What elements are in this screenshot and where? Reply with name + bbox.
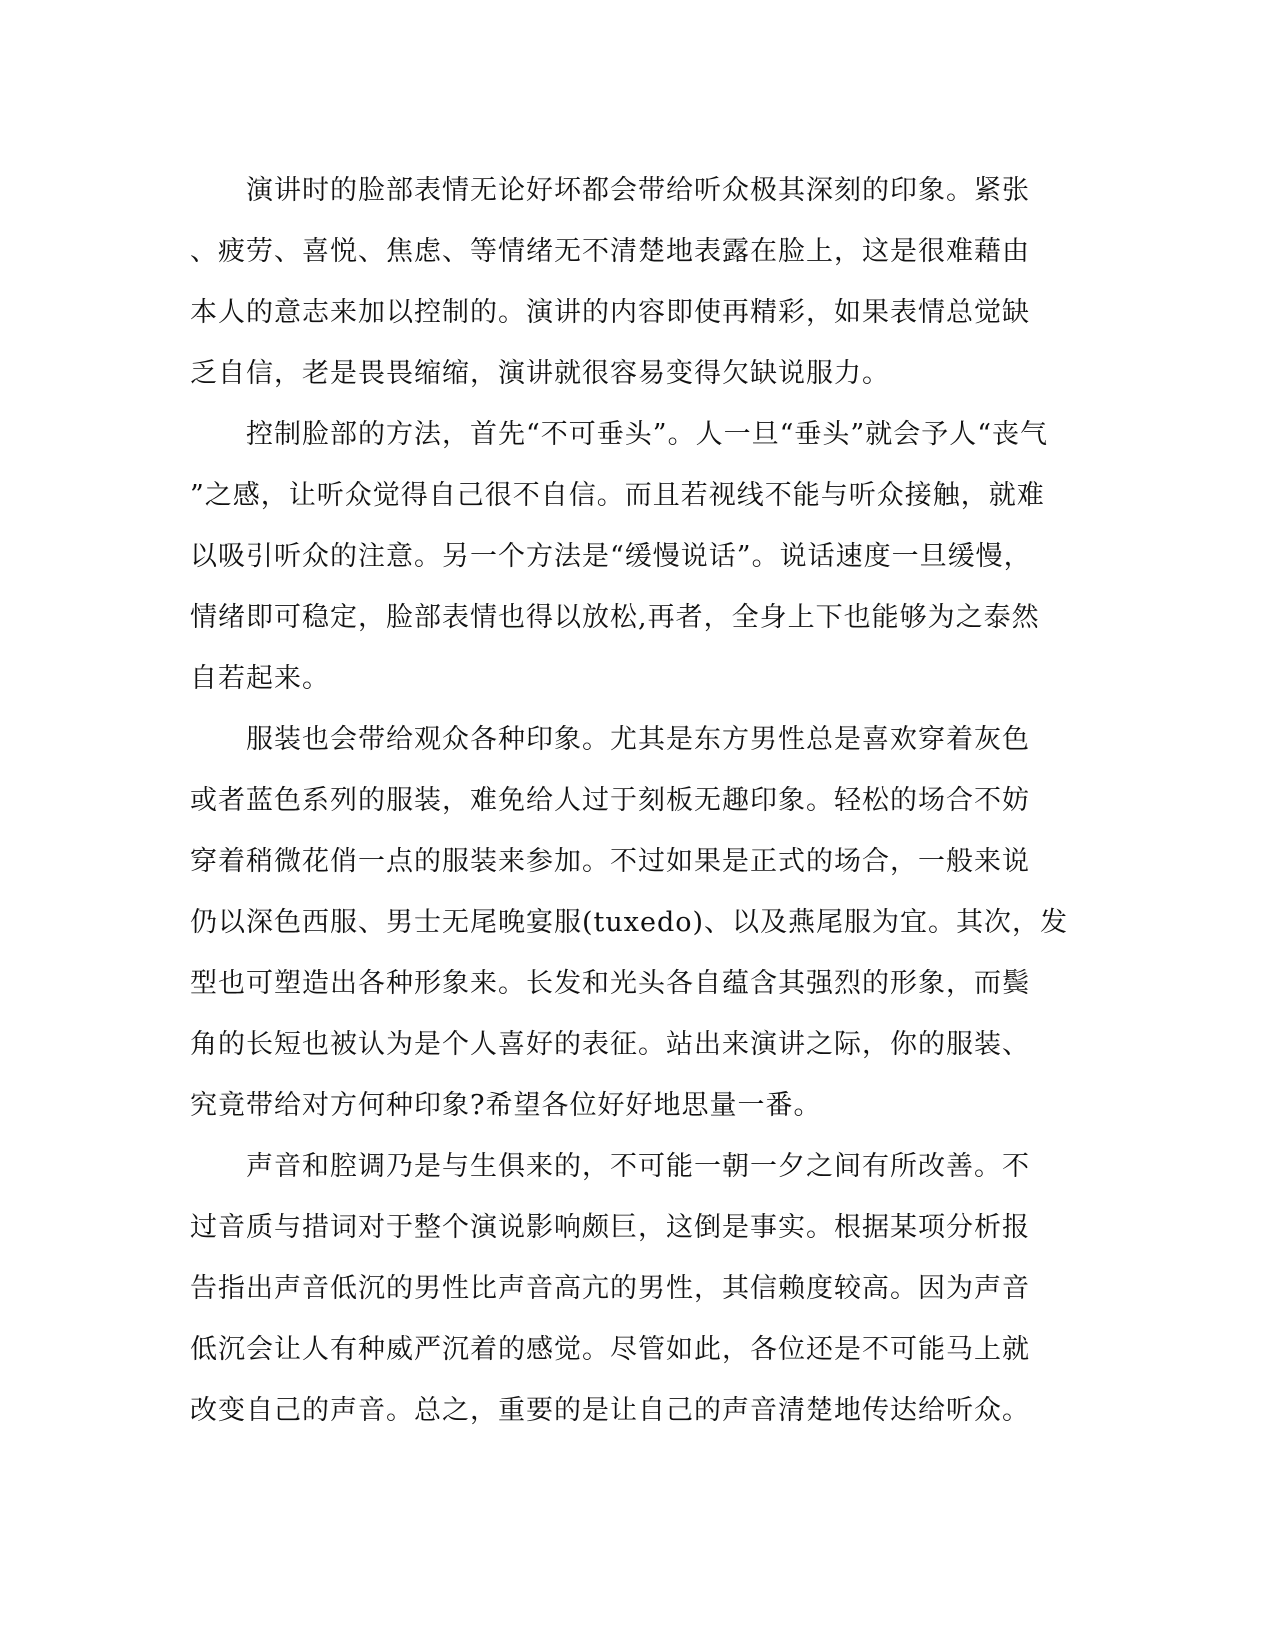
text-line: 情绪即可稳定，脸部表情也得以放松,再者，全身上下也能够为之泰然 xyxy=(190,602,1040,633)
text-line: 演讲时的脸部表情无论好坏都会带给听众极其深刻的印象。紧张 xyxy=(190,175,1030,206)
text-line: ”之感，让听众觉得自己很不自信。而且若视线不能与听众接触，就难 xyxy=(190,480,1045,511)
paragraph-4 xyxy=(190,1136,1090,1441)
text-line: 穿着稍微花俏一点的服装来参加。不过如果是正式的场合，一般来说 xyxy=(190,846,1030,877)
text-line: 仍以深色西服、男士无尾晚宴服(tuxedo)、以及燕尾服为宜。其次，发 xyxy=(190,907,1069,938)
text-line: 、疲劳、喜悦、焦虑、等情绪无不清楚地表露在脸上，这是很难藉由 xyxy=(190,236,1030,267)
text-line: 过音质与措词对于整个演说影响颇巨，这倒是事实。根据某项分析报 xyxy=(190,1212,1030,1243)
paragraph-2 xyxy=(190,404,1090,709)
text-line: 乏自信，老是畏畏缩缩，演讲就很容易变得欠缺说服力。 xyxy=(190,358,890,389)
paragraph-1 xyxy=(190,160,1090,404)
text-line: 自若起来。 xyxy=(190,663,330,694)
text-line: 服装也会带给观众各种印象。尤其是东方男性总是喜欢穿着灰色 xyxy=(190,724,1030,755)
text-line: 控制脸部的方法，首先“不可垂头”。人一旦“垂头”就会予人“丧气 xyxy=(190,419,1049,450)
document-body xyxy=(190,160,1090,1441)
text-line: 声音和腔调乃是与生俱来的，不可能一朝一夕之间有所改善。不 xyxy=(190,1151,1030,1182)
text-line: 角的长短也被认为是个人喜好的表征。站出来演讲之际，你的服装、 xyxy=(190,1029,1030,1060)
text-line: 或者蓝色系列的服装，难免给人过于刻板无趣印象。轻松的场合不妨 xyxy=(190,785,1030,816)
text-line: 型也可塑造出各种形象来。长发和光头各自蕴含其强烈的形象，而鬓 xyxy=(190,968,1030,999)
text-line: 究竟带给对方何种印象?希望各位好好地思量一番。 xyxy=(190,1090,822,1121)
text-line: 低沉会让人有种威严沉着的感觉。尽管如此，各位还是不可能马上就 xyxy=(190,1334,1030,1365)
paragraph-3 xyxy=(190,709,1090,1136)
text-line: 改变自己的声音。总之，重要的是让自己的声音清楚地传达给听众。 xyxy=(190,1395,1030,1426)
text-line: 本人的意志来加以控制的。演讲的内容即使再精彩，如果表情总觉缺 xyxy=(190,297,1030,328)
text-line: 以吸引听众的注意。另一个方法是“缓慢说话”。说话速度一旦缓慢， xyxy=(190,541,1032,572)
text-line: 告指出声音低沉的男性比声音高亢的男性，其信赖度较高。因为声音 xyxy=(190,1273,1030,1304)
